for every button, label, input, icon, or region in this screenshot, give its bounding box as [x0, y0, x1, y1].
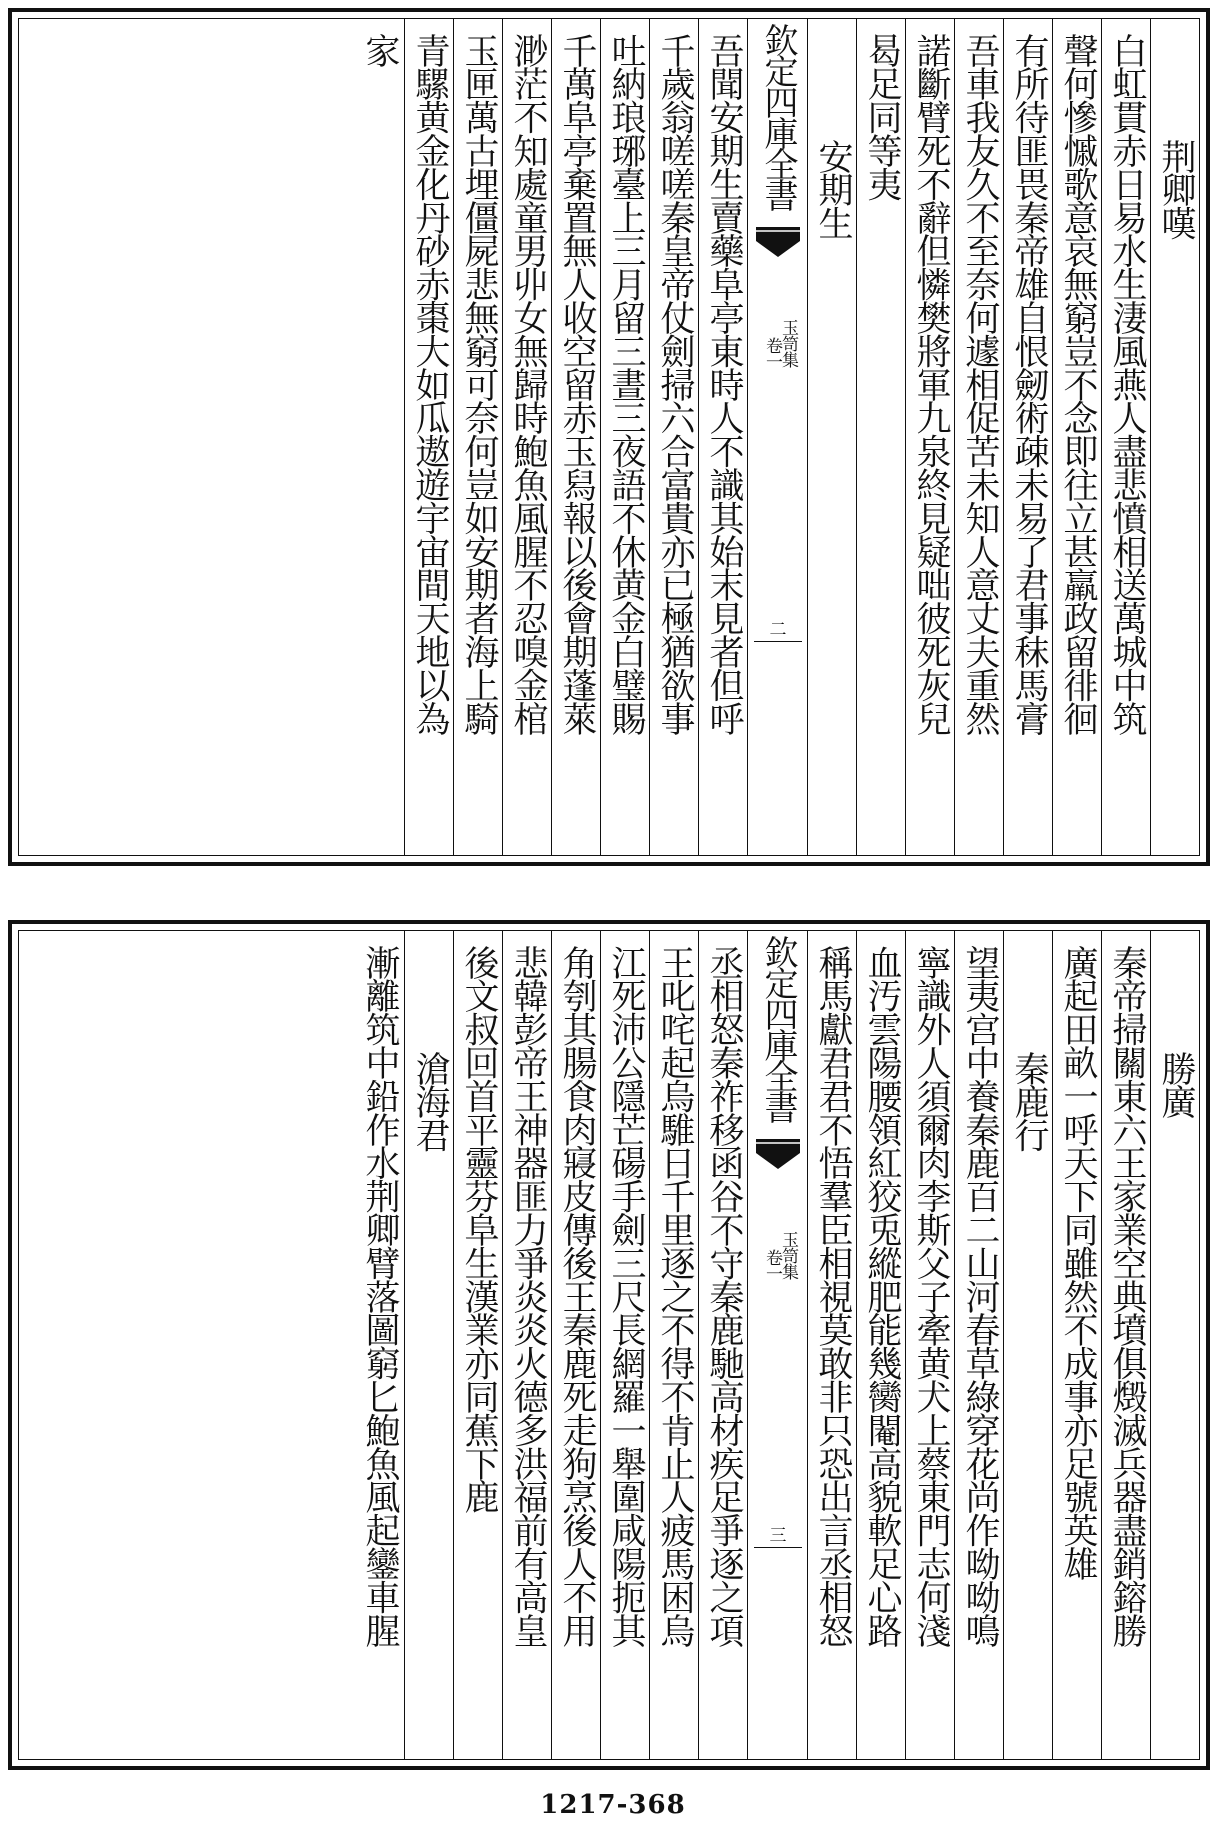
- poem-line: 後文叔回首平靈芬阜生漢業亦同蕉下鹿: [459, 945, 499, 1513]
- text-column: [453, 19, 502, 855]
- text-column: [807, 931, 856, 1759]
- poem-line: 曷足同等夷: [862, 33, 902, 201]
- fish-tail-mark-icon: [756, 227, 800, 257]
- page-top: [8, 8, 1210, 866]
- footer-page-code: 1217-368: [540, 1790, 686, 1820]
- text-column: [502, 19, 551, 855]
- text-column: [1003, 931, 1052, 1759]
- poem-line: 渺茫不知處童男丱女無歸時鮑魚風腥不忍嗅金棺: [508, 33, 548, 735]
- poem-line: 聲何慘慽歌意哀無窮豈不念即往立甚羸政留徘徊: [1058, 33, 1098, 735]
- text-column: [600, 19, 649, 855]
- poem-line: 吾聞安期生賣藥阜亭東時人不識其始末見者但呼: [704, 33, 744, 735]
- poem-line: 玉匣萬古埋僵屍悲無窮可奈何豈如安期者海上騎: [459, 33, 499, 735]
- text-column: [649, 19, 698, 855]
- poem-line: 吾車我友久不至奈何遽相促苦未知人意丈夫重然: [960, 33, 1000, 735]
- poem-line: 稱馬獻君君不悟羣臣相視莫敢非只恐出言丞相怒: [813, 945, 853, 1647]
- poem-line: 秦帝掃關東六王家業空典墳俱燬滅兵器盡銷鎔勝: [1107, 945, 1147, 1647]
- text-column: [1101, 19, 1150, 855]
- page-number: 三: [769, 1526, 787, 1546]
- text-column: [856, 19, 905, 855]
- text-column: [954, 19, 1003, 855]
- poem-line: 丞相怒秦祚移函谷不守秦鹿馳高材疾足爭逐之項: [704, 945, 744, 1647]
- text-column: [404, 931, 453, 1759]
- text-column: [404, 19, 453, 855]
- poem-line: 廣起田畝一呼天下同雖然不成事亦足號英雄: [1058, 945, 1098, 1580]
- poem-line: 青騾黄金化丹砂赤棗大如瓜遨遊宇宙間天地以為: [410, 33, 450, 735]
- page-number: 二: [769, 620, 787, 640]
- book-title: 欽定四庫全書: [758, 935, 798, 1121]
- collection-name: 玉笥集: [778, 319, 798, 367]
- text-column: [600, 931, 649, 1759]
- poem-title: 滄海君: [410, 1051, 450, 1152]
- poem-title: 秦鹿行: [1009, 1051, 1049, 1152]
- poem-title: 荆卿嘆: [1156, 139, 1196, 240]
- poem-title: 勝廣: [1156, 1051, 1196, 1118]
- text-column: [905, 19, 954, 855]
- poem-line: 血汚雲陽腰領紅狡兎縱肥能幾臠閹高貌軟足心路: [862, 945, 902, 1647]
- text-column: [698, 19, 747, 855]
- collection-name: 玉笥集: [778, 1231, 798, 1279]
- poem-line: 江死沛公隱芒碭手劍三尺長網羅一舉圍咸陽扼其: [606, 945, 646, 1647]
- fish-tail-mark-icon: [756, 1139, 800, 1169]
- page-bottom-columns: [19, 931, 1199, 1759]
- poem-line: 寧識外人須爾肉李斯父子牽黄犬上蔡東門志何淺: [911, 945, 951, 1647]
- poem-line: 角刳其腸食肉寢皮傳後王秦鹿死走狗烹後人不用: [557, 945, 597, 1647]
- text-column: [807, 19, 856, 855]
- text-column: [1101, 931, 1150, 1759]
- volume-label: 卷一: [762, 337, 782, 369]
- poem-line: 漸離筑中鉛作水荆卿臂落圖窮匕鮑魚風起鑾車腥: [360, 945, 400, 1647]
- poem-line: 吐納琅琊臺上三月留三晝三夜語不休黄金白璧賜: [606, 33, 646, 735]
- poem-line: 有所待匪畏秦帝雄自恨劒術疎未易了君事秣馬膏: [1009, 33, 1049, 735]
- page-bottom-frame: [18, 930, 1200, 1760]
- text-column: [649, 931, 698, 1759]
- poem-line: 家: [360, 33, 400, 67]
- poem-line: 王叱咤起烏騅日千里逐之不得不肯止人疲馬困烏: [655, 945, 695, 1647]
- poem-line: 白虹貫赤日易水生淒風燕人盡悲憤相送萬城中筑: [1107, 33, 1147, 735]
- text-column: [355, 931, 404, 1759]
- center-fold: [747, 931, 807, 1759]
- text-column: [905, 931, 954, 1759]
- text-column: [551, 931, 600, 1759]
- text-column: [1052, 19, 1101, 855]
- text-column: [1052, 931, 1101, 1759]
- fold-divider: [754, 1547, 802, 1548]
- text-column: [698, 931, 747, 1759]
- poem-line: 千歲翁嗟嗟秦皇帝仗劍掃六合富貴亦已極猶欲事: [655, 33, 695, 735]
- poem-line: 諾斷臂死不辭但憐樊將軍九泉終見疑咄彼死灰兒: [911, 33, 951, 735]
- poem-line: 悲韓彭帝王神器匪力爭炎炎火德多洪福前有高皇: [508, 945, 548, 1647]
- poem-line: 望夷宫中養秦鹿百二山河春草綠穿花尚作呦呦鳴: [960, 945, 1000, 1647]
- poem-line: 千萬阜亭棄置無人收空留赤玉舄報以後會期蓬萊: [557, 33, 597, 735]
- text-column: [856, 931, 905, 1759]
- text-column: [502, 931, 551, 1759]
- text-column: [1003, 19, 1052, 855]
- fold-divider: [754, 641, 802, 642]
- page-bottom: [8, 920, 1210, 1770]
- page-top-columns: [19, 19, 1199, 855]
- text-column: [355, 19, 404, 855]
- text-column: [954, 931, 1003, 1759]
- center-fold: [747, 19, 807, 855]
- page-top-frame: [18, 18, 1200, 856]
- text-column: [551, 19, 600, 855]
- poem-title: 安期生: [813, 139, 853, 240]
- text-column: [1150, 931, 1199, 1759]
- volume-label: 卷一: [762, 1249, 782, 1281]
- text-column: [453, 931, 502, 1759]
- text-column: [1150, 19, 1199, 855]
- book-title: 欽定四庫全書: [758, 23, 798, 209]
